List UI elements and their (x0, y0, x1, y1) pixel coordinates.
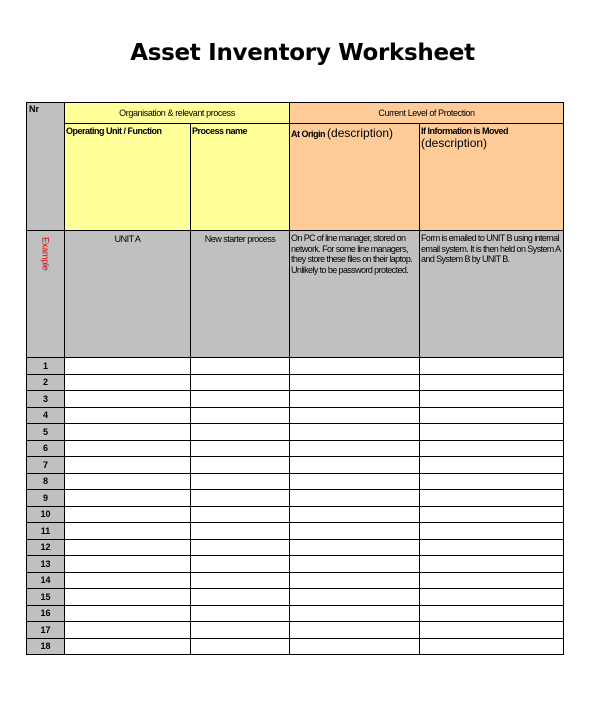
at-origin-cell[interactable] (290, 622, 420, 639)
column-header-process-name: Process name (191, 124, 290, 231)
at-origin-description-label: (description) (327, 126, 394, 140)
row-number: 7 (27, 457, 65, 474)
at-origin-cell[interactable] (290, 473, 420, 490)
table-row (27, 539, 564, 556)
process-name-cell[interactable] (191, 440, 290, 457)
operating-unit-cell[interactable] (65, 358, 191, 375)
if-moved-cell[interactable] (420, 440, 564, 457)
if-moved-cell[interactable] (420, 490, 564, 507)
process-name-cell[interactable] (191, 424, 290, 441)
process-name-cell[interactable] (191, 473, 290, 490)
row-number: 11 (27, 523, 65, 540)
asset-inventory-table (26, 102, 564, 655)
at-origin-cell[interactable] (290, 457, 420, 474)
table-row (27, 391, 564, 408)
row-number: 2 (27, 374, 65, 391)
if-moved-cell[interactable] (420, 523, 564, 540)
table-row (27, 440, 564, 457)
table-row (27, 473, 564, 490)
operating-unit-cell[interactable] (65, 605, 191, 622)
operating-unit-cell[interactable] (65, 556, 191, 573)
table-row (27, 572, 564, 589)
process-name-cell[interactable] (191, 457, 290, 474)
process-name-cell[interactable] (191, 374, 290, 391)
at-origin-cell[interactable] (290, 556, 420, 573)
operating-unit-cell[interactable] (65, 589, 191, 606)
row-number: 16 (27, 605, 65, 622)
group-header-protection: Current Level of Protection (290, 103, 564, 124)
row-number: 17 (27, 622, 65, 639)
operating-unit-cell[interactable] (65, 391, 191, 408)
if-moved-cell[interactable] (420, 572, 564, 589)
row-number: 13 (27, 556, 65, 573)
process-name-cell[interactable] (191, 589, 290, 606)
at-origin-cell[interactable] (290, 638, 420, 655)
at-origin-cell[interactable] (290, 407, 420, 424)
process-name-cell[interactable] (191, 622, 290, 639)
nr-header: Nr (27, 103, 65, 231)
column-header-at-origin (290, 124, 420, 231)
row-number: 15 (27, 589, 65, 606)
example-at-origin: On PC of line manager, stored on network. For some line managers, they store these files on their laptop. Unlikely to be password protected. (290, 231, 420, 358)
if-moved-cell[interactable] (420, 391, 564, 408)
row-number: 14 (27, 572, 65, 589)
column-header-operating-unit: Operating Unit / Function (65, 124, 191, 231)
operating-unit-cell[interactable] (65, 523, 191, 540)
if-moved-cell[interactable] (420, 374, 564, 391)
at-origin-cell[interactable] (290, 589, 420, 606)
example-process-name: New starter process (191, 231, 290, 358)
at-origin-cell[interactable] (290, 490, 420, 507)
at-origin-cell[interactable] (290, 506, 420, 523)
at-origin-cell[interactable] (290, 572, 420, 589)
table-row (27, 457, 564, 474)
at-origin-cell[interactable] (290, 440, 420, 457)
process-name-cell[interactable] (191, 407, 290, 424)
process-name-cell[interactable] (191, 523, 290, 540)
table-row (27, 358, 564, 375)
column-header-if-moved (420, 124, 564, 231)
process-name-cell[interactable] (191, 572, 290, 589)
if-moved-cell[interactable] (420, 407, 564, 424)
operating-unit-cell[interactable] (65, 539, 191, 556)
operating-unit-cell[interactable] (65, 407, 191, 424)
if-moved-cell[interactable] (420, 457, 564, 474)
table-row (27, 523, 564, 540)
row-number: 12 (27, 539, 65, 556)
operating-unit-cell[interactable] (65, 572, 191, 589)
table-row (27, 407, 564, 424)
row-number: 4 (27, 407, 65, 424)
table-row (27, 490, 564, 507)
if-moved-cell[interactable] (420, 473, 564, 490)
at-origin-cell[interactable] (290, 424, 420, 441)
operating-unit-cell[interactable] (65, 638, 191, 655)
if-moved-cell[interactable] (420, 622, 564, 639)
if-moved-cell[interactable] (420, 556, 564, 573)
operating-unit-cell[interactable] (65, 490, 191, 507)
if-moved-cell[interactable] (420, 539, 564, 556)
at-origin-cell[interactable] (290, 374, 420, 391)
operating-unit-cell[interactable] (65, 424, 191, 441)
table-row (27, 506, 564, 523)
at-origin-cell[interactable] (290, 539, 420, 556)
operating-unit-cell[interactable] (65, 440, 191, 457)
if-moved-cell[interactable] (420, 589, 564, 606)
operating-unit-cell[interactable] (65, 473, 191, 490)
if-moved-label: If Information is Moved (421, 126, 509, 136)
operating-unit-cell[interactable] (65, 622, 191, 639)
at-origin-cell[interactable] (290, 391, 420, 408)
table-row (27, 424, 564, 441)
row-number: 9 (27, 490, 65, 507)
row-number: 6 (27, 440, 65, 457)
process-name-cell[interactable] (191, 490, 290, 507)
example-row (27, 231, 564, 358)
operating-unit-cell[interactable] (65, 506, 191, 523)
row-number: 10 (27, 506, 65, 523)
process-name-cell[interactable] (191, 638, 290, 655)
if-moved-cell[interactable] (420, 424, 564, 441)
table-row (27, 622, 564, 639)
group-header-organisation: Organisation & relevant process (65, 103, 290, 124)
row-number: 3 (27, 391, 65, 408)
process-name-cell[interactable] (191, 605, 290, 622)
process-name-cell[interactable] (191, 539, 290, 556)
if-moved-cell[interactable] (420, 605, 564, 622)
row-number: 1 (27, 358, 65, 375)
operating-unit-cell[interactable] (65, 457, 191, 474)
page-title: Asset Inventory Worksheet (130, 40, 475, 66)
process-name-cell[interactable] (191, 358, 290, 375)
operating-unit-cell[interactable] (65, 374, 191, 391)
example-label-cell (27, 231, 65, 358)
row-number: 5 (27, 424, 65, 441)
if-moved-cell[interactable] (420, 506, 564, 523)
if-moved-description-label: (description) (421, 136, 488, 150)
if-moved-cell[interactable] (420, 358, 564, 375)
at-origin-cell[interactable] (290, 358, 420, 375)
row-number: 18 (27, 638, 65, 655)
row-number: 8 (27, 473, 65, 490)
table-row (27, 638, 564, 655)
process-name-cell[interactable] (191, 556, 290, 573)
at-origin-label: At Origin (291, 129, 326, 139)
if-moved-cell[interactable] (420, 638, 564, 655)
process-name-cell[interactable] (191, 506, 290, 523)
example-operating-unit: UNIT A (65, 231, 191, 358)
example-label: Example (40, 237, 51, 271)
table-row (27, 605, 564, 622)
example-if-moved: Form is emailed to UNIT B using internal email system. It is then held on System A and System B by UNIT B. (420, 231, 564, 358)
table-row (27, 589, 564, 606)
table-row (27, 374, 564, 391)
at-origin-cell[interactable] (290, 523, 420, 540)
process-name-cell[interactable] (191, 391, 290, 408)
table-row (27, 556, 564, 573)
at-origin-cell[interactable] (290, 605, 420, 622)
